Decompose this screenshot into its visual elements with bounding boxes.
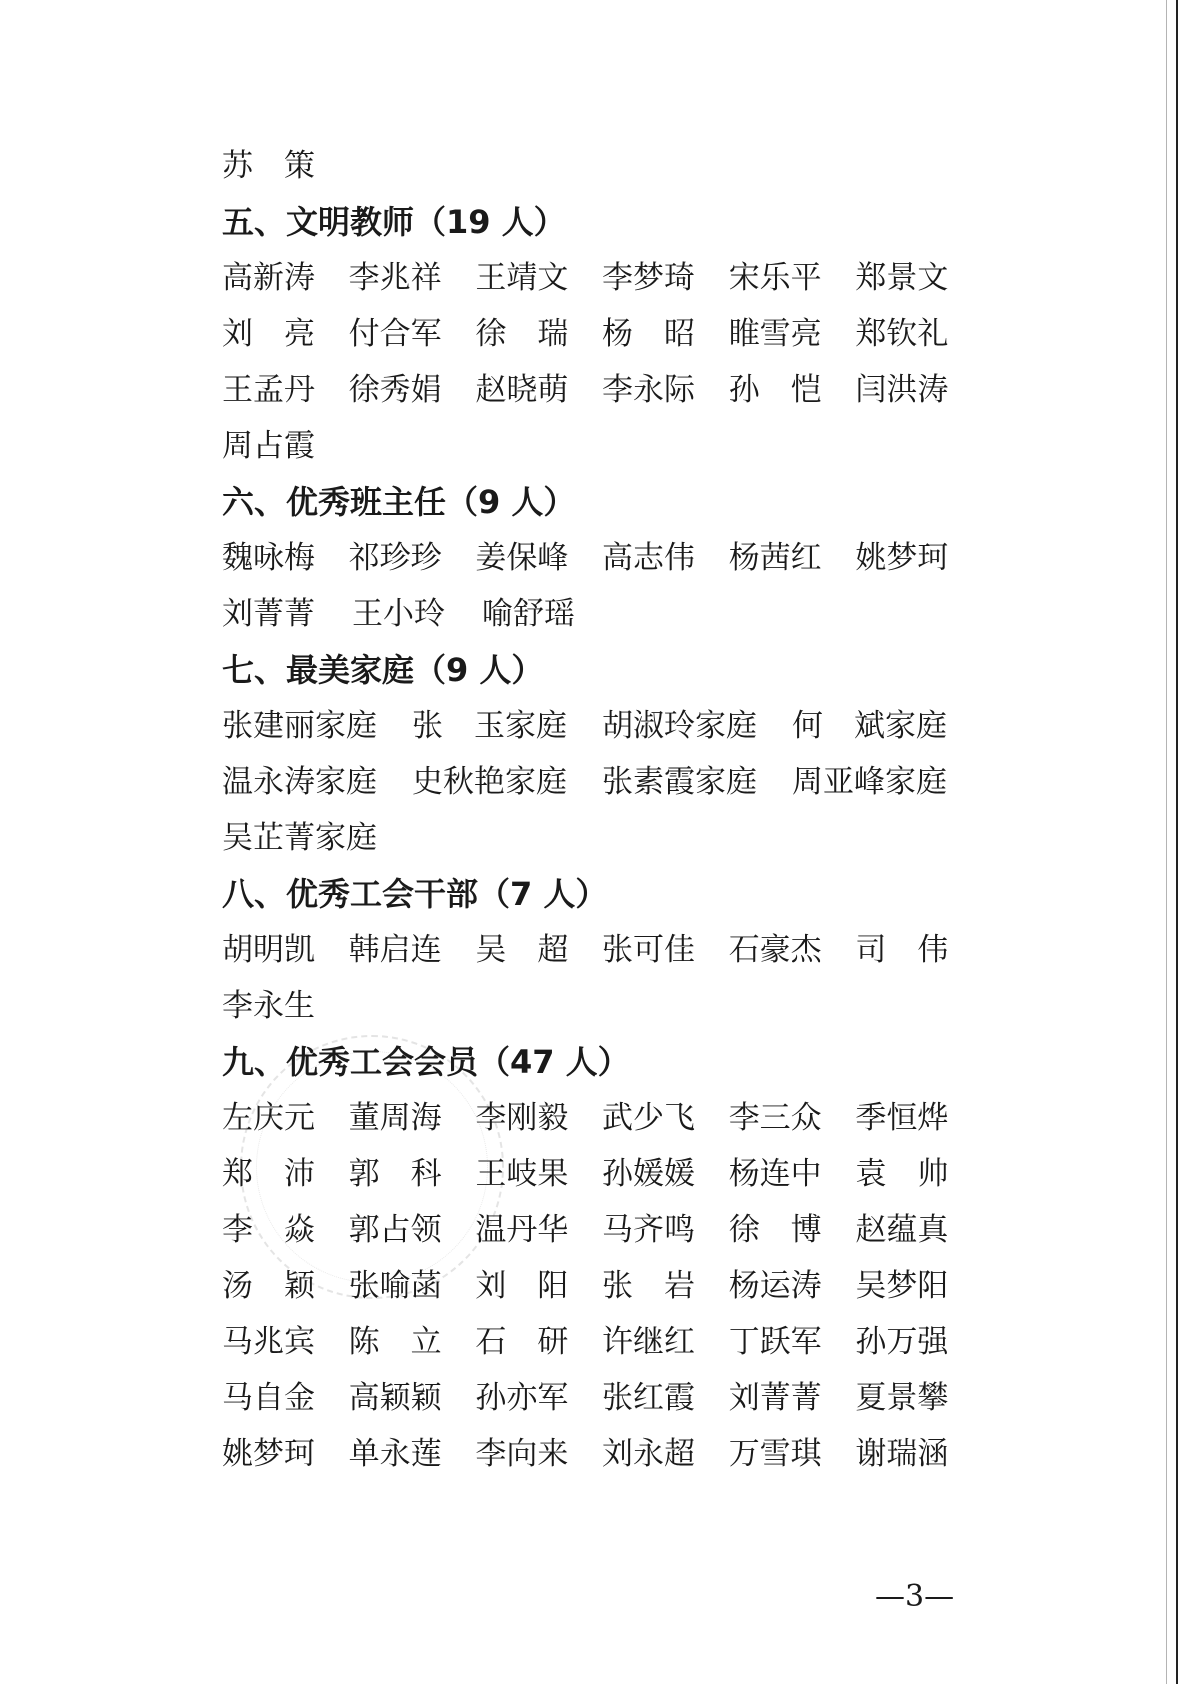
person-name: 李兆祥 [348, 260, 442, 296]
person-name: 史秋艳家庭 [412, 764, 567, 800]
person-name: 袁 帅 [855, 1156, 949, 1192]
name-row [222, 1314, 982, 1370]
person-name: 李三众 [728, 1100, 822, 1136]
name-row [222, 138, 982, 194]
person-name: 祁珍珍 [348, 540, 442, 576]
person-name: 石豪杰 [728, 932, 822, 968]
person-name: 谢瑞涵 [855, 1436, 949, 1472]
person-name: 李向来 [475, 1436, 569, 1472]
person-name: 孙亦军 [475, 1380, 569, 1416]
person-name: 高志伟 [602, 540, 696, 576]
person-name: 季恒烨 [855, 1100, 949, 1136]
person-name: 单永莲 [348, 1436, 442, 1472]
name-row [222, 1090, 982, 1146]
person-name: 闫洪涛 [855, 372, 949, 408]
person-name: 左庆元 [222, 1100, 315, 1136]
person-name: 司 伟 [855, 932, 949, 968]
person-name: 温永涛家庭 [222, 764, 377, 800]
person-name: 高颖颖 [348, 1380, 442, 1416]
person-name: 李永际 [602, 372, 696, 408]
person-name: 徐 瑞 [475, 316, 569, 352]
person-name: 付合军 [348, 316, 442, 352]
person-name: 汤 颖 [222, 1268, 315, 1304]
person-name: 郭占领 [348, 1212, 442, 1248]
person-name: 喻舒瑶 [482, 596, 575, 632]
person-name: 张可佳 [602, 932, 696, 968]
person-name: 何 斌家庭 [792, 708, 947, 744]
person-name: 李永生 [222, 988, 315, 1024]
person-name: 周占霞 [222, 428, 315, 464]
person-name: 杨茜红 [728, 540, 822, 576]
name-row [222, 1370, 982, 1426]
person-name: 刘 亮 [222, 316, 315, 352]
person-name: 宋乐平 [728, 260, 822, 296]
name-row [222, 1146, 982, 1202]
person-name: 张素霞家庭 [602, 764, 757, 800]
person-name: 苏 策 [222, 148, 315, 184]
person-name: 马兆宾 [222, 1324, 315, 1360]
name-row [222, 1202, 982, 1258]
name-row [222, 418, 982, 474]
person-name: 李 焱 [222, 1212, 315, 1248]
name-row [222, 1426, 982, 1482]
name-row [222, 922, 982, 978]
person-name: 刘菁菁 [728, 1380, 822, 1416]
person-name: 武少飞 [602, 1100, 696, 1136]
person-name: 郑景文 [855, 260, 949, 296]
person-name: 徐秀娟 [348, 372, 442, 408]
section-heading: 八、优秀工会干部（7 人） [222, 875, 608, 913]
person-name: 孙媛媛 [602, 1156, 696, 1192]
person-name: 睢雪亮 [728, 316, 822, 352]
person-name: 张 玉家庭 [412, 708, 567, 744]
page-number: —3— [875, 1579, 955, 1614]
person-name: 赵晓萌 [475, 372, 569, 408]
person-name: 万雪琪 [728, 1436, 822, 1472]
person-name: 马齐鸣 [602, 1212, 696, 1248]
name-row [222, 586, 982, 642]
person-name: 张 岩 [602, 1268, 696, 1304]
name-row [222, 1258, 982, 1314]
name-row [222, 978, 982, 1034]
person-name: 王靖文 [475, 260, 569, 296]
name-row [222, 698, 982, 754]
person-name: 夏景攀 [855, 1380, 949, 1416]
person-name: 胡淑玲家庭 [602, 708, 757, 744]
person-name: 吴梦阳 [855, 1268, 949, 1304]
name-row [222, 306, 982, 362]
person-name: 徐 博 [728, 1212, 822, 1248]
person-name: 王小玲 [352, 596, 445, 632]
honor-list [222, 138, 982, 1482]
person-name: 姚梦珂 [855, 540, 949, 576]
section-heading: 五、文明教师（19 人） [222, 203, 566, 241]
person-name: 丁跃军 [728, 1324, 822, 1360]
person-name: 李梦琦 [602, 260, 696, 296]
person-name: 孙 恺 [728, 372, 822, 408]
person-name: 张建丽家庭 [222, 708, 377, 744]
person-name: 石 研 [475, 1324, 569, 1360]
person-name: 杨运涛 [728, 1268, 822, 1304]
section-heading: 七、最美家庭（9 人） [222, 651, 544, 689]
person-name: 董周海 [348, 1100, 442, 1136]
person-name: 许继红 [602, 1324, 696, 1360]
person-name: 郑钦礼 [855, 316, 949, 352]
person-name: 张红霞 [602, 1380, 696, 1416]
person-name: 赵蕴真 [855, 1212, 949, 1248]
person-name: 郭 科 [348, 1156, 442, 1192]
person-name: 刘永超 [602, 1436, 696, 1472]
person-name: 吴 超 [475, 932, 569, 968]
name-row [222, 362, 982, 418]
name-row [222, 250, 982, 306]
person-name: 周亚峰家庭 [792, 764, 947, 800]
person-name: 胡明凯 [222, 932, 315, 968]
name-row [222, 530, 982, 586]
person-name: 张喻菡 [348, 1268, 442, 1304]
section-heading: 六、优秀班主任（9 人） [222, 483, 576, 521]
person-name: 郑 沛 [222, 1156, 315, 1192]
person-name: 韩启连 [348, 932, 442, 968]
scan-edge-shadow [1166, 0, 1167, 1684]
person-name: 吴芷菁家庭 [222, 820, 377, 856]
person-name: 魏咏梅 [222, 540, 315, 576]
section-heading: 九、优秀工会会员（47 人） [222, 1043, 630, 1081]
scan-edge-line [1176, 0, 1178, 1684]
person-name: 高新涛 [222, 260, 315, 296]
person-name: 杨连中 [728, 1156, 822, 1192]
person-name: 杨 昭 [602, 316, 696, 352]
person-name: 陈 立 [348, 1324, 442, 1360]
person-name: 马自金 [222, 1380, 315, 1416]
person-name: 姜保峰 [475, 540, 569, 576]
person-name: 姚梦珂 [222, 1436, 315, 1472]
person-name: 王岐果 [475, 1156, 569, 1192]
person-name: 刘 阳 [475, 1268, 569, 1304]
person-name: 孙万强 [855, 1324, 949, 1360]
name-row [222, 810, 982, 866]
person-name: 温丹华 [475, 1212, 569, 1248]
person-name: 李刚毅 [475, 1100, 569, 1136]
name-row [222, 754, 982, 810]
person-name: 王孟丹 [222, 372, 315, 408]
person-name: 刘菁菁 [222, 596, 315, 632]
